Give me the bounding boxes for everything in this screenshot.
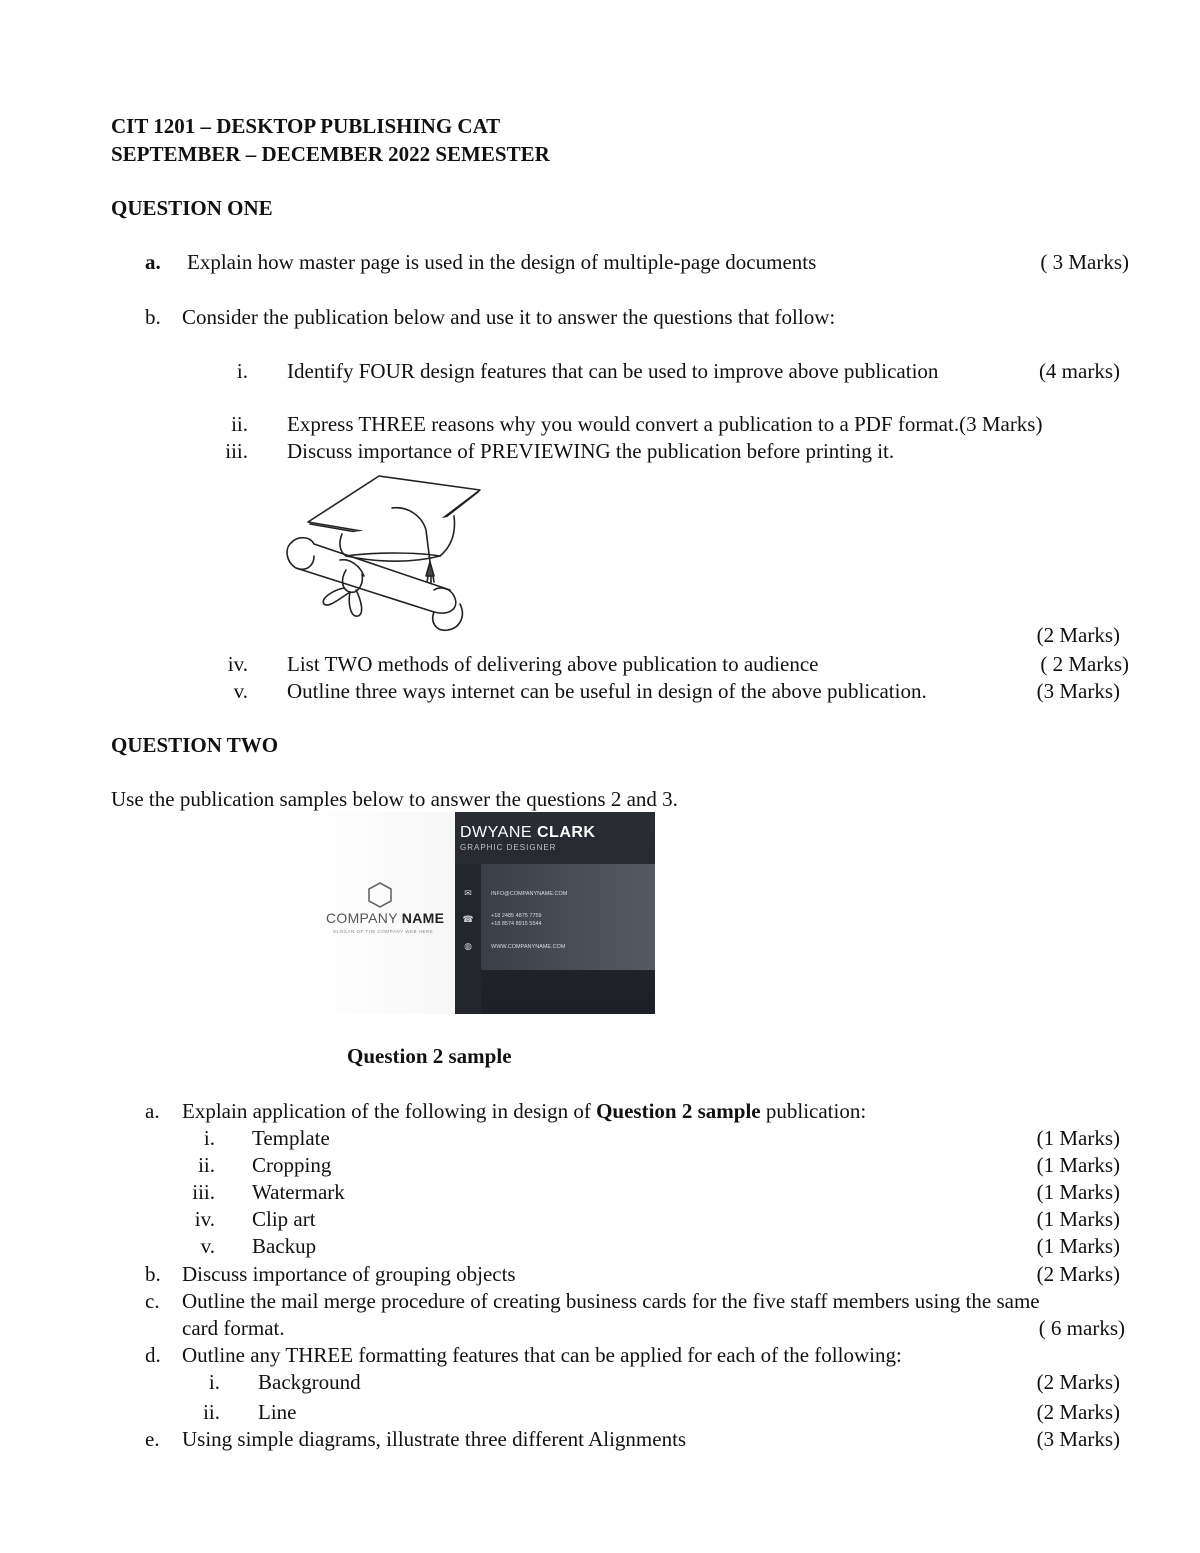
- q2a-item-number: i.: [203, 1126, 215, 1150]
- q2a-label: a.: [145, 1099, 160, 1123]
- q2-intro: Use the publication samples below to answer the questions 2 and 3.: [111, 787, 678, 811]
- q2d-text: Outline any THREE formatting features that can be applied for each of the following:: [182, 1343, 902, 1367]
- card-phone-1: +18 2485 4875 7759: [491, 913, 542, 919]
- q2a-item-marks: (1 Marks): [1036, 1207, 1120, 1231]
- q2d-item-marks: (2 Marks): [1036, 1400, 1120, 1424]
- q2b-marks: (2 Marks): [1036, 1262, 1120, 1286]
- sample-caption: Question 2 sample: [347, 1044, 512, 1068]
- q2a-item-marks: (1 Marks): [1036, 1126, 1120, 1150]
- card-icon-strip: [455, 864, 481, 1014]
- question-two-heading: QUESTION TWO: [111, 733, 279, 757]
- q1a-marks: ( 3 Marks): [1040, 250, 1129, 274]
- q2a-item-number: iv.: [194, 1207, 215, 1231]
- q2a-item-marks: (1 Marks): [1036, 1234, 1120, 1258]
- q1a-label: a.: [145, 250, 161, 274]
- q1b-item-marks: (4 marks): [1038, 359, 1120, 383]
- q2a-item-number: ii.: [198, 1153, 215, 1177]
- exam-title: CIT 1201 – DESKTOP PUBLISHING CAT: [111, 114, 501, 138]
- q1b-item-number: iii.: [225, 439, 248, 463]
- card-person-role: GRAPHIC DESIGNER: [460, 843, 557, 852]
- q1a-text: Explain how master page is used in the design of multiple-page documents: [187, 250, 817, 274]
- graduation-cap-clipart: [284, 472, 484, 638]
- q2a-item-marks: (1 Marks): [1036, 1153, 1120, 1177]
- q2e-text: Using simple diagrams, illustrate three different Alignments: [182, 1427, 687, 1451]
- q2d-label: d.: [145, 1343, 161, 1367]
- q2d-item-number: ii.: [203, 1400, 220, 1424]
- q1b-item-text: Identify FOUR design features that can be used to improve above publication: [287, 359, 939, 383]
- q1b-item-marks: (3 Marks): [1036, 679, 1120, 703]
- q1b-item-text: Discuss importance of PREVIEWING the publication before printing it.: [287, 439, 895, 463]
- q2d-item-marks: (2 Marks): [1036, 1370, 1120, 1394]
- q1b-label: b.: [145, 305, 161, 329]
- q2c-text-line2: card format.: [182, 1316, 285, 1340]
- q1b-item-text: Express THREE reasons why you would convert a publication to a PDF format.(3 Marks): [287, 412, 1043, 436]
- card-phone-2: +18 8574 8915 5544: [491, 921, 542, 927]
- q1b-item-number: v.: [233, 679, 248, 703]
- q2a-item-number: v.: [200, 1234, 215, 1258]
- globe-icon: ◍: [464, 942, 472, 952]
- q2e-marks: (3 Marks): [1036, 1427, 1120, 1451]
- q1b-item-number: ii.: [231, 412, 248, 436]
- phone-icon: ☎: [462, 915, 474, 925]
- company-name: COMPANY NAME: [326, 910, 445, 926]
- q2a-item-marks: (1 Marks): [1036, 1180, 1120, 1204]
- question-one-heading: QUESTION ONE: [111, 196, 273, 220]
- card-email: INFO@COMPANYNAME.COM: [491, 891, 568, 897]
- q2a-item-text: Template: [252, 1126, 330, 1150]
- q2a-item-text: Backup: [252, 1234, 317, 1258]
- q2a-text: Explain application of the following in design of Question 2 sample publication:: [182, 1099, 867, 1123]
- q1b-text: Consider the publication below and use it to answer the questions that follow:: [182, 305, 836, 329]
- q2a-item-number: iii.: [192, 1180, 215, 1204]
- company-tagline: SLOGAN OF THE COMPANY WEB HERE: [333, 929, 434, 934]
- q2b-label: b.: [145, 1262, 161, 1286]
- q1b-item-text: Outline three ways internet can be useful in design of the above publication.: [287, 679, 927, 703]
- q1b-item-marks: (2 Marks): [1036, 623, 1120, 647]
- q1b-item-marks: ( 2 Marks): [1040, 652, 1129, 676]
- q2c-label: c.: [145, 1289, 160, 1313]
- card-website: WWW.COMPANYNAME.COM: [491, 944, 566, 950]
- q2b-text: Discuss importance of grouping objects: [182, 1262, 516, 1286]
- q1b-item-text: List TWO methods of delivering above publication to audience: [287, 652, 819, 676]
- exam-semester: SEPTEMBER – DECEMBER 2022 SEMESTER: [111, 142, 550, 166]
- business-card-sample: [300, 812, 655, 1014]
- q2a-item-text: Watermark: [252, 1180, 345, 1204]
- q2d-item-text: Line: [258, 1400, 297, 1424]
- email-icon: ✉: [464, 889, 472, 899]
- q1b-item-number: iv.: [227, 652, 248, 676]
- card-person-name: DWYANE CLARK: [460, 824, 596, 841]
- company-logo-hexagon: [368, 882, 392, 908]
- q2c-marks: ( 6 marks): [1038, 1316, 1125, 1340]
- q2a-item-text: Clip art: [252, 1207, 316, 1231]
- q1b-item-number: i.: [236, 359, 248, 383]
- q2d-item-number: i.: [208, 1370, 220, 1394]
- q2d-item-text: Background: [258, 1370, 361, 1394]
- q2e-label: e.: [145, 1427, 160, 1451]
- q2a-item-text: Cropping: [252, 1153, 332, 1177]
- q2c-text-line1: Outline the mail merge procedure of creating business cards for the five staff members using the same: [182, 1289, 1040, 1313]
